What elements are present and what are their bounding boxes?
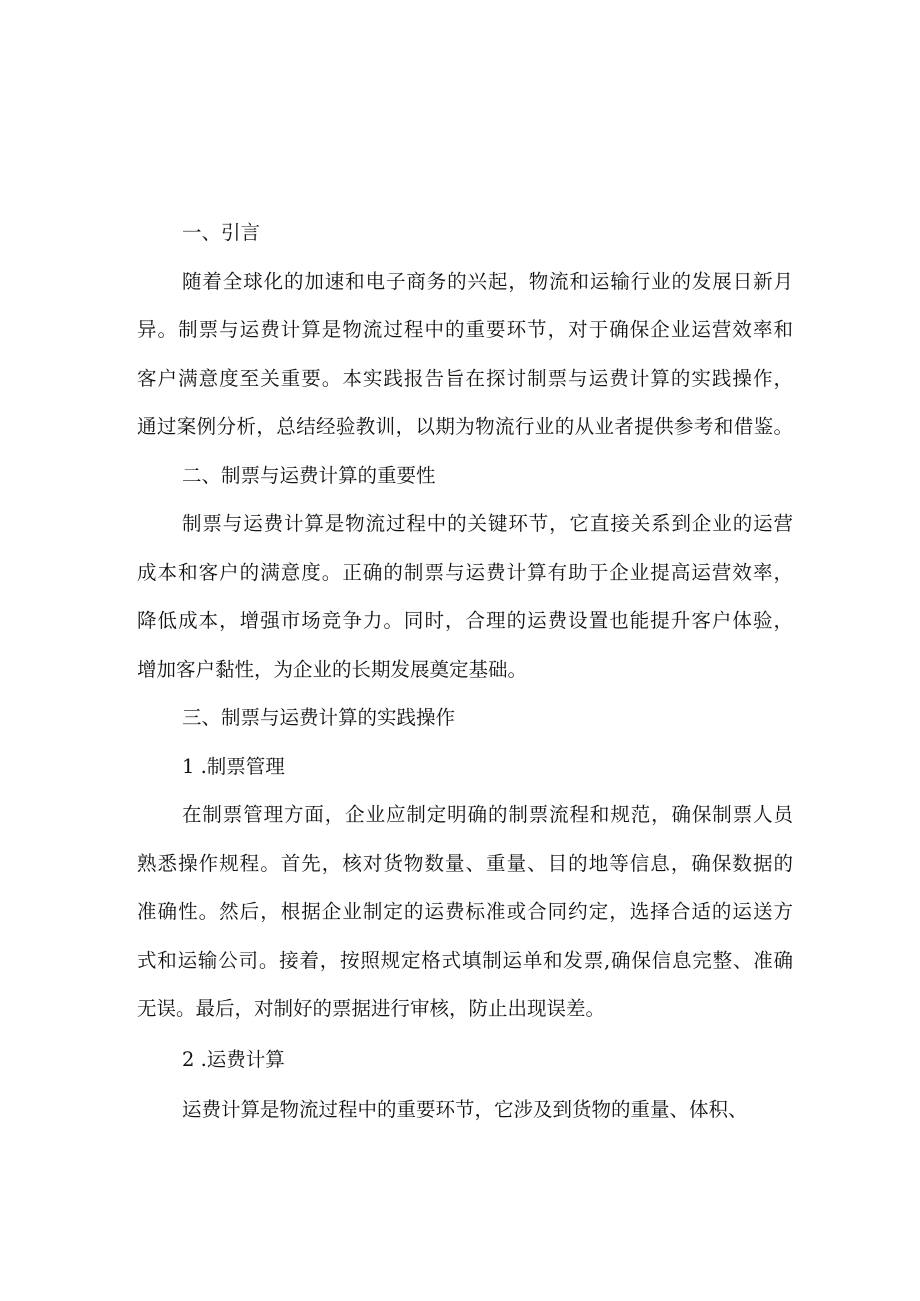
section-heading-introduction: 一、引言 [182, 221, 261, 244]
paragraph-line: 客户满意度至关重要。本实践报告旨在探讨制票与运费计算的实践操作， [137, 366, 793, 390]
paragraph-line: 降低成本，增强市场竞争力。同时，合理的运费设置也能提升客户体验， [137, 609, 793, 632]
paragraph-line: 通过案例分析，总结经验教训，以期为物流行业的从业者提供参考和借鉴。 [137, 415, 793, 438]
paragraph-line: 式和运输公司。接着，按照规定格式填制运单和发票,确保信息完整、准确 [137, 948, 793, 972]
subsection-heading-freight: 2 .运费计算 [182, 1047, 285, 1071]
paragraph-line: 成本和客户的满意度。正确的制票与运费计算有助于企业提高运营效率， [137, 560, 793, 584]
paragraph-line: 增加客户黏性，为企业的长期发展奠定基础。 [137, 657, 528, 681]
section-heading-practice: 三、制票与运费计算的实践操作 [182, 706, 456, 729]
paragraph-line: 熟悉操作规程。首先，核对货物数量、重量、目的地等信息，确保数据的 [137, 851, 793, 875]
subsection-heading-ticketing: 1 .制票管理 [182, 754, 285, 778]
paragraph-line: 运费计算是物流过程中的重要环节，它涉及到货物的重量、体积、 [182, 1098, 748, 1121]
paragraph-line: 制票与运费计算是物流过程中的关键环节，它直接关系到企业的运营 [182, 512, 793, 535]
paragraph-line: 在制票管理方面，企业应制定明确的制票流程和规范，确保制票人员 [182, 803, 793, 826]
paragraph-line: 异。制票与运费计算是物流过程中的重要环节，对于确保企业运营效率和 [137, 318, 793, 341]
paragraph-line: 随着全球化的加速和电子商务的兴起，物流和运输行业的发展日新月 [182, 269, 793, 293]
paragraph-line: 准确性。然后，根据企业制定的运费标准或合同约定，选择合适的运送方 [137, 900, 793, 923]
paragraph-line: 无误。最后，对制好的票据进行审核，防止出现误差。 [137, 997, 606, 1020]
section-heading-importance: 二、制票与运费计算的重要性 [182, 463, 436, 487]
document-body [137, 209, 793, 1135]
